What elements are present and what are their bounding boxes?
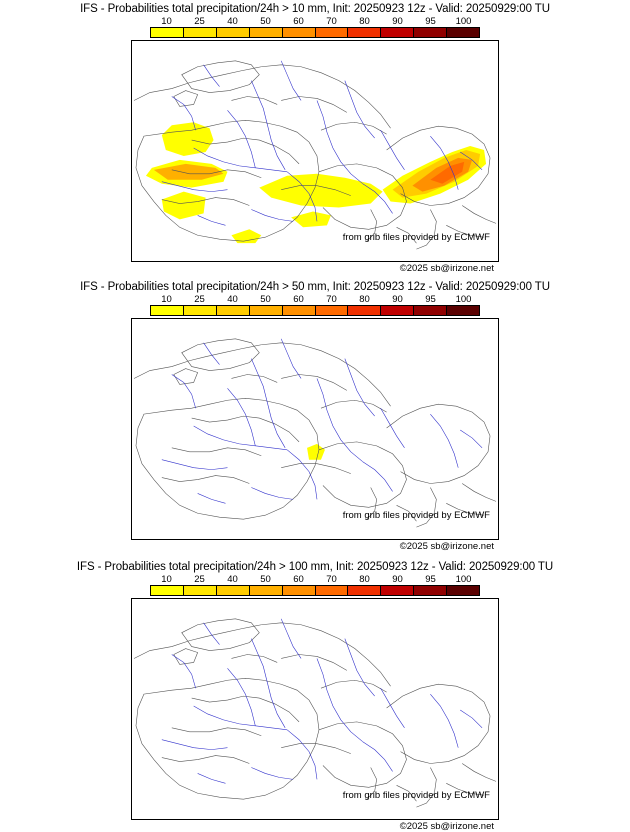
copyright-note: ©2025 sb@irizone.net	[399, 821, 494, 832]
colorbar-tick: 40	[227, 16, 238, 27]
colorbar-tick: 25	[194, 16, 205, 27]
colorbar-tick: 70	[326, 16, 337, 27]
copyright-note: ©2025 sb@irizone.net	[399, 541, 494, 552]
colorbar-tick: 60	[293, 16, 304, 27]
colorbar-gradient	[150, 27, 480, 38]
colorbar-cell	[414, 586, 447, 595]
panel-title-50mm: IFS - Probabilities total precipitation/24h > 50 mm, Init: 20250923 12z - Valid: 20250929:00 TU	[80, 281, 550, 293]
colorbar-cell	[217, 586, 250, 595]
map-100mm[interactable]	[131, 598, 499, 832]
river-layer	[162, 339, 482, 504]
colorbar-tick: 95	[425, 574, 436, 585]
colorbar-gradient	[150, 585, 480, 596]
colorbar-cell	[316, 28, 349, 37]
data-provider-note: from grib files provided by ECMWF	[342, 232, 490, 243]
panel-title-100mm: IFS - Probabilities total precipitation/24h > 100 mm, Init: 20250923 12z - Valid: 20250929:00 TU	[76, 561, 554, 573]
colorbar-tick: 70	[326, 294, 337, 305]
colorbar-tick: 90	[392, 16, 403, 27]
colorbar-cell	[151, 306, 184, 315]
colorbar-cell	[283, 28, 316, 37]
colorbar-tick: 60	[293, 294, 304, 305]
colorbar-cell	[151, 586, 184, 595]
colorbar-tick: 50	[260, 574, 271, 585]
colorbar-100mm	[150, 574, 480, 596]
colorbar-cell	[381, 28, 414, 37]
colorbar-tick: 100	[455, 16, 472, 27]
colorbar-tick: 25	[194, 294, 205, 305]
colorbar-cell	[447, 586, 479, 595]
colorbar-tick: 10	[161, 574, 172, 585]
coastline-layer	[134, 339, 496, 527]
colorbar-tick: 60	[293, 574, 304, 585]
panel-title-10mm: IFS - Probabilities total precipitation/24h > 10 mm, Init: 20250923 12z - Valid: 20250929:00 TU	[80, 3, 550, 15]
map-canvas	[132, 599, 498, 819]
colorbar-cell	[283, 306, 316, 315]
data-provider-note: from grib files provided by ECMWF	[342, 510, 490, 521]
colorbar-tick: 80	[359, 574, 370, 585]
colorbar-tick: 80	[359, 294, 370, 305]
map-50mm[interactable]	[131, 318, 499, 552]
colorbar-cell	[316, 306, 349, 315]
colorbar-tick: 100	[455, 574, 472, 585]
colorbar-tick: 10	[161, 294, 172, 305]
colorbar-tick: 95	[425, 16, 436, 27]
colorbar-gradient	[150, 305, 480, 316]
colorbar-cell	[348, 28, 381, 37]
colorbar-tick: 80	[359, 16, 370, 27]
colorbar-cell	[151, 28, 184, 37]
colorbar-cell	[250, 586, 283, 595]
colorbar-cell	[414, 28, 447, 37]
colorbar-10mm	[150, 16, 480, 38]
colorbar-tick: 50	[260, 294, 271, 305]
colorbar-tick: 90	[392, 294, 403, 305]
river-layer	[162, 619, 482, 784]
forecast-panel-100mm	[0, 558, 630, 832]
colorbar-tick: 70	[326, 574, 337, 585]
colorbar-ticks	[150, 16, 480, 27]
map-canvas	[132, 319, 498, 539]
colorbar-cell	[250, 306, 283, 315]
colorbar-cell	[184, 306, 217, 315]
colorbar-tick: 50	[260, 16, 271, 27]
colorbar-ticks	[150, 574, 480, 585]
colorbar-cell	[381, 306, 414, 315]
colorbar-tick: 95	[425, 294, 436, 305]
coastline-layer	[134, 619, 496, 807]
colorbar-cell	[184, 28, 217, 37]
map-canvas	[132, 41, 498, 261]
colorbar-tick: 100	[455, 294, 472, 305]
colorbar-ticks	[150, 294, 480, 305]
colorbar-cell	[217, 28, 250, 37]
colorbar-cell	[184, 586, 217, 595]
colorbar-cell	[316, 586, 349, 595]
colorbar-tick: 25	[194, 574, 205, 585]
colorbar-tick: 90	[392, 574, 403, 585]
forecast-panel-50mm	[0, 278, 630, 558]
colorbar-cell	[250, 28, 283, 37]
colorbar-cell	[217, 306, 250, 315]
precip-shading-layer	[307, 444, 325, 460]
colorbar-tick: 10	[161, 16, 172, 27]
colorbar-cell	[381, 586, 414, 595]
colorbar-cell	[348, 306, 381, 315]
colorbar-tick: 40	[227, 574, 238, 585]
colorbar-cell	[447, 306, 479, 315]
colorbar-tick: 40	[227, 294, 238, 305]
colorbar-cell	[447, 28, 479, 37]
forecast-panel-10mm	[0, 0, 630, 278]
copyright-note: ©2025 sb@irizone.net	[399, 263, 494, 274]
colorbar-cell	[414, 306, 447, 315]
colorbar-50mm	[150, 294, 480, 316]
map-10mm[interactable]	[131, 40, 499, 274]
colorbar-cell	[348, 586, 381, 595]
data-provider-note: from grib files provided by ECMWF	[342, 790, 490, 801]
colorbar-cell	[283, 586, 316, 595]
